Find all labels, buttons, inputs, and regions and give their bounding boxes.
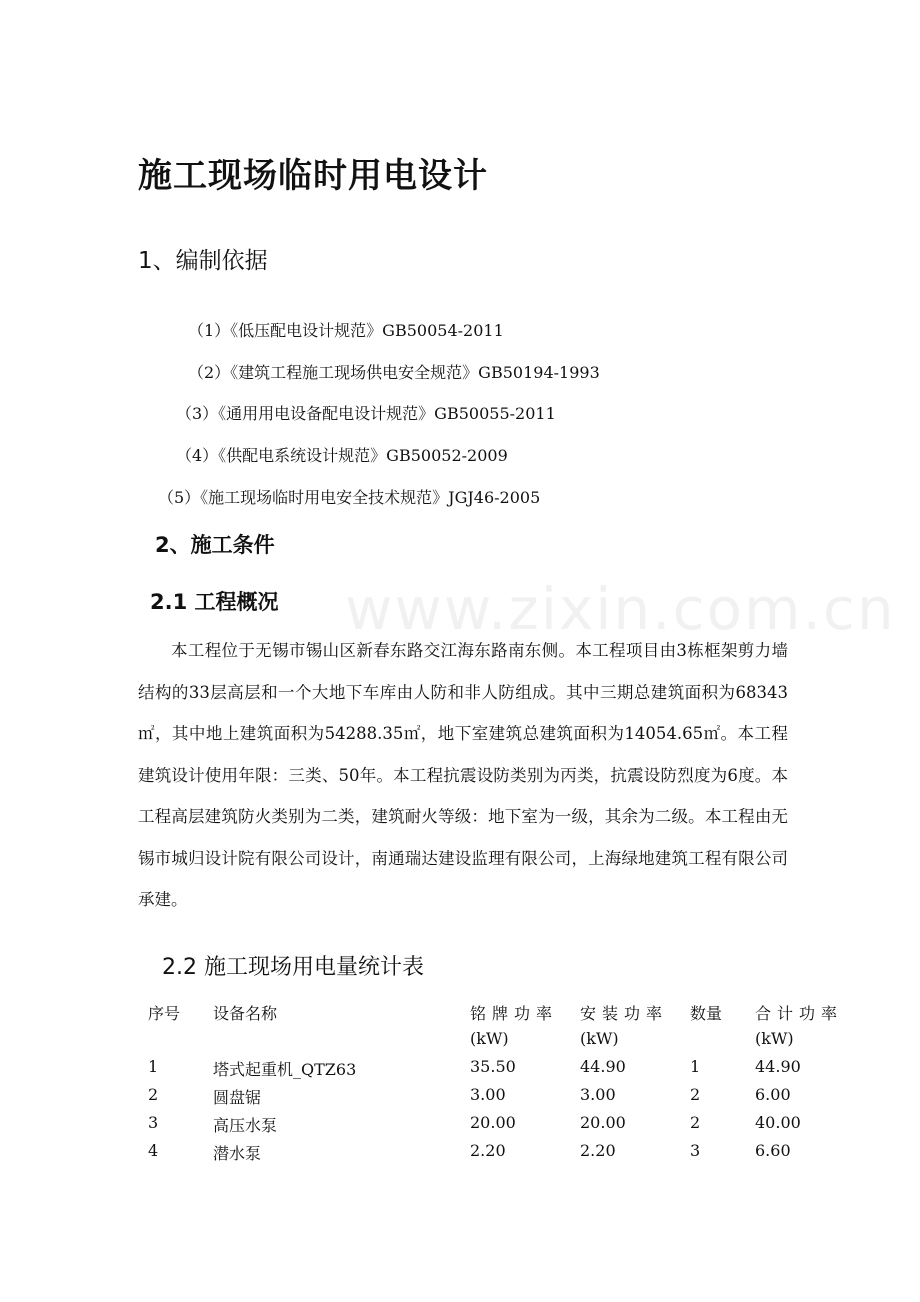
cell-rated: 35.50 (470, 1057, 516, 1076)
cell-qty: 2 (690, 1113, 701, 1132)
cell-total: 40.00 (755, 1113, 801, 1132)
cell-name: 圆盘锯 (213, 1088, 262, 1107)
section-heading-overview: 2.1 工程概况 (150, 590, 279, 614)
page-title: 施工现场临时用电设计 (138, 156, 488, 196)
header-rated-unit: (kW) (470, 1029, 509, 1048)
cell-total: 6.60 (755, 1141, 791, 1160)
reference-item: （3）《通用用电设备配电设计规范》GB50055-2011 (176, 404, 556, 423)
header-total-unit: (kW) (755, 1029, 794, 1048)
cell-name: 潜水泵 (213, 1144, 262, 1163)
cell-total: 6.00 (755, 1085, 791, 1104)
section-heading-conditions: 2、施工条件 (155, 533, 275, 557)
cell-rated: 20.00 (470, 1113, 516, 1132)
cell-installed: 20.00 (580, 1113, 626, 1132)
cell-qty: 3 (690, 1141, 701, 1160)
header-installed: 安装功率 (580, 1004, 669, 1023)
cell-rated: 3.00 (470, 1085, 506, 1104)
reference-item: （4）《供配电系统设计规范》GB50052-2009 (176, 446, 508, 465)
header-qty: 数量 (690, 1004, 723, 1023)
header-rated: 铭牌功率 (470, 1004, 559, 1023)
cell-installed: 44.90 (580, 1057, 626, 1076)
cell-name: 高压水泵 (213, 1116, 278, 1135)
header-total: 合计功率 (755, 1004, 844, 1023)
section-heading-power-table: 2.2 施工现场用电量统计表 (162, 955, 424, 980)
cell-seq: 2 (148, 1085, 159, 1104)
header-seq: 序号 (148, 1004, 181, 1023)
section-heading-basis: 1、编制依据 (138, 248, 268, 274)
cell-seq: 4 (148, 1141, 159, 1160)
header-name: 设备名称 (213, 1004, 278, 1023)
cell-installed: 2.20 (580, 1141, 616, 1160)
cell-qty: 1 (690, 1057, 701, 1076)
watermark: www.zixin.com.cn (345, 575, 896, 643)
header-installed-unit: (kW) (580, 1029, 619, 1048)
cell-seq: 1 (148, 1057, 159, 1076)
reference-item: （2）《建筑工程施工现场供电安全规范》GB50194-1993 (188, 363, 600, 382)
cell-seq: 3 (148, 1113, 159, 1132)
reference-item: （5）《施工现场临时用电安全技术规范》JGJ46-2005 (158, 488, 541, 507)
cell-qty: 2 (690, 1085, 701, 1104)
reference-item: （1）《低压配电设计规范》GB50054-2011 (188, 321, 504, 340)
cell-total: 44.90 (755, 1057, 801, 1076)
cell-installed: 3.00 (580, 1085, 616, 1104)
overview-paragraph: 本工程位于无锡市锡山区新春东路交江海东路南东侧。本工程项目由3栋框架剪力墙结构的33层高层和一个大地下车库由人防和非人防组成。其中三期总建筑面积为68343㎡，其中地上建筑面积为54288.35㎡，地下室建筑总建筑面积为14054.65㎡。本工程建筑设计使用年限：三类、50年。本工程抗震设防类别为丙类，抗震设防烈度为6度。本工程高层建筑防火类别为二类，建筑耐火等级：地下室为一级，其余为二级。本工程由无锡市城归设计院有限公司设计，南通瑞达建设监理有限公司，上海绿地建筑工程有限公司承建。 (138, 641, 788, 909)
cell-name: 塔式起重机_QTZ63 (213, 1060, 357, 1079)
cell-rated: 2.20 (470, 1141, 506, 1160)
